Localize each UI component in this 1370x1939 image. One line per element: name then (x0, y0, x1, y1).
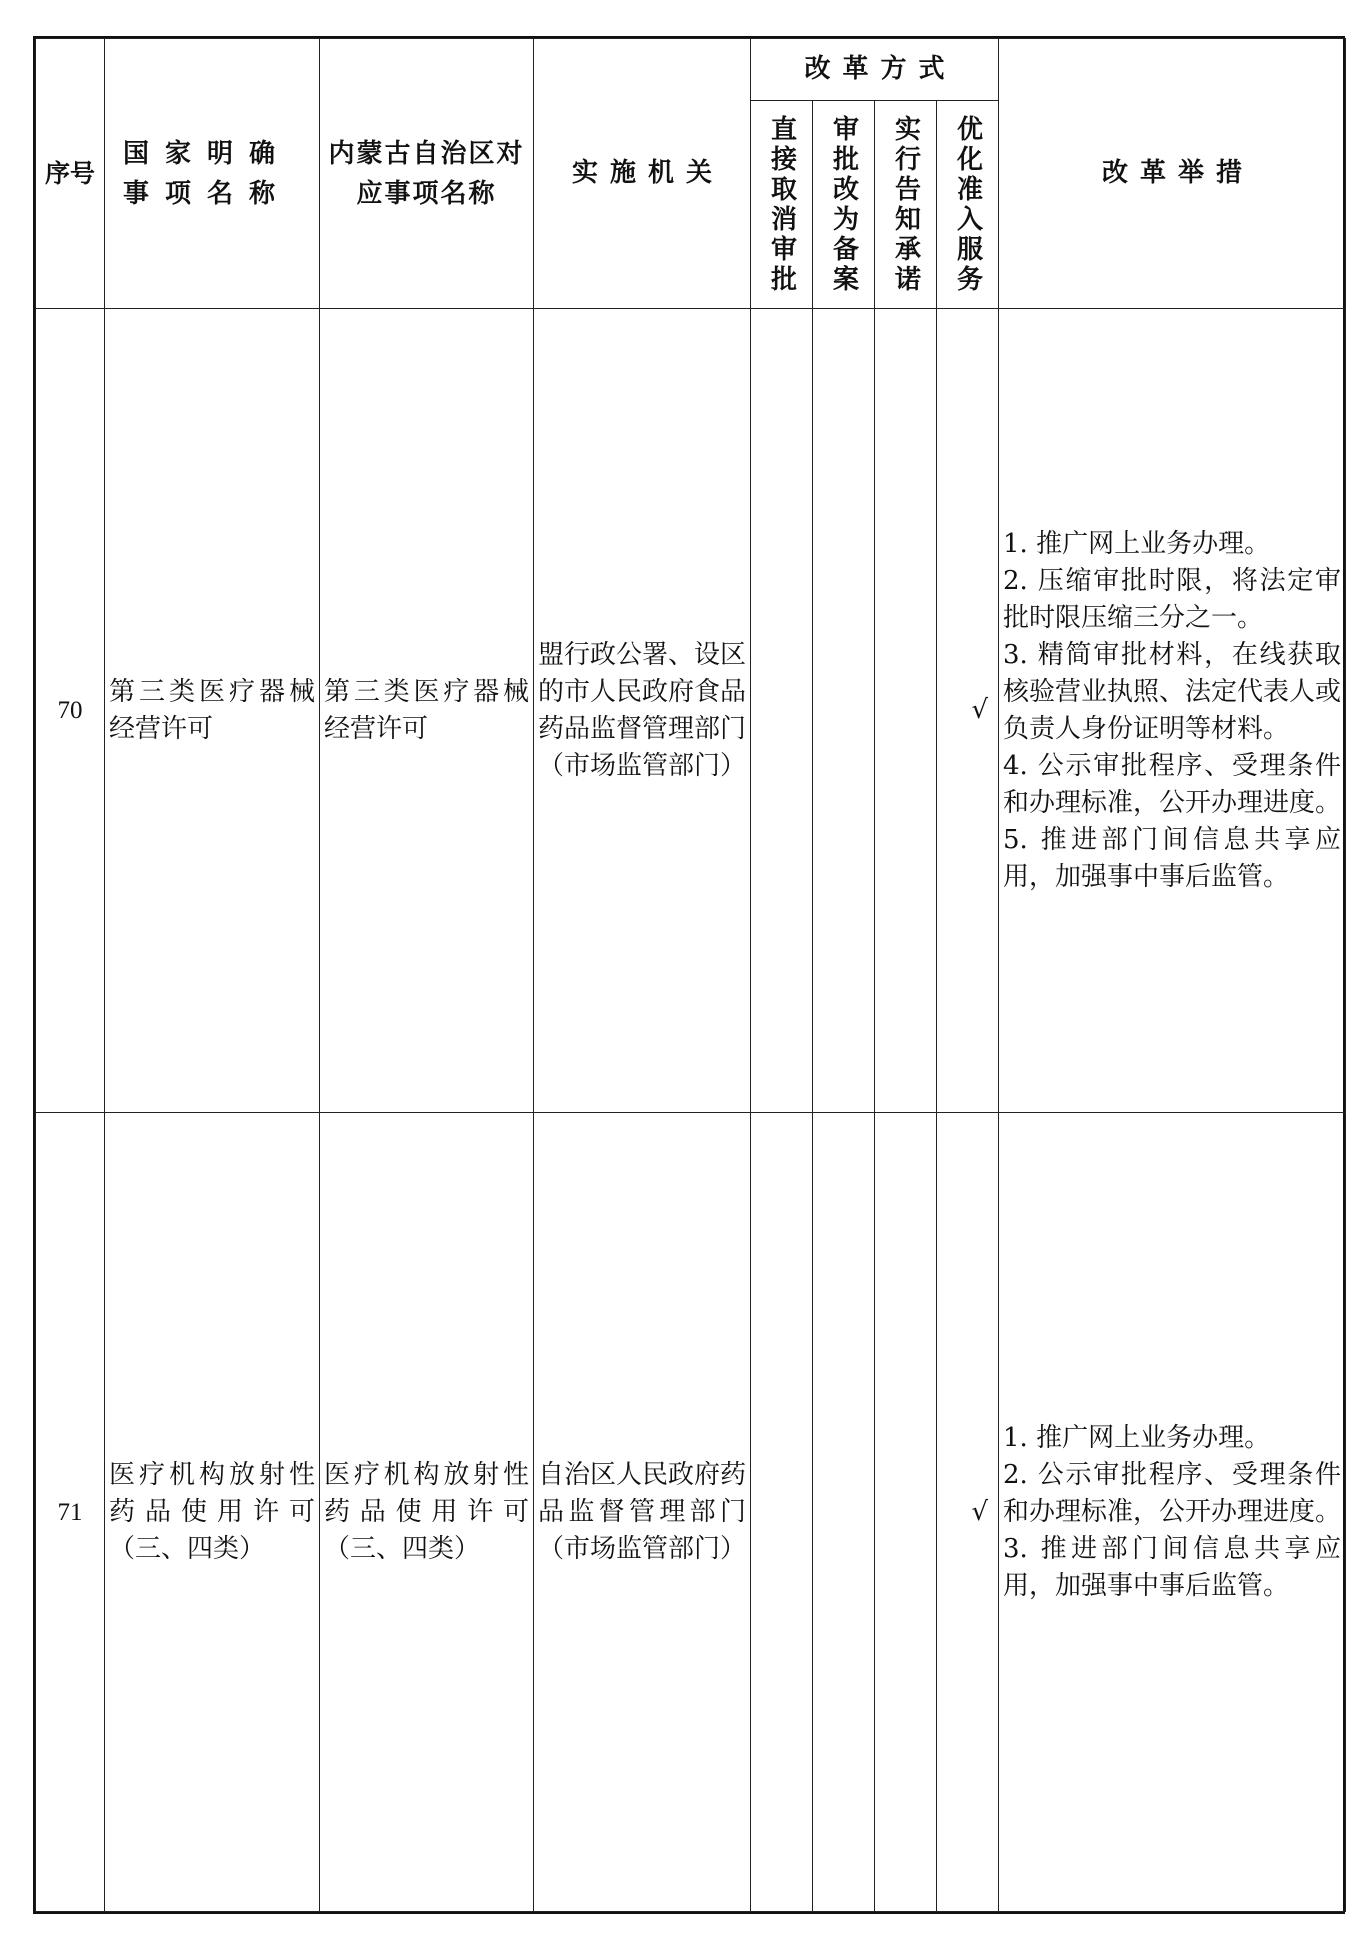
header-method-optimize (937, 101, 999, 309)
table-row (36, 1113, 1346, 1912)
row-method-filing (813, 1113, 875, 1912)
measure-item: 1. 推广网上业务办理。 (1003, 1422, 1271, 1453)
row-agency: 自治区人民政府药品监督管理部门（市场监管部门） (534, 1113, 751, 1912)
header-measures: 改革举措 (999, 39, 1346, 309)
row-method-notify (875, 1113, 937, 1912)
row-method-notify (875, 309, 937, 1113)
row-seq: 70 (36, 309, 105, 1113)
row-method-cancel (751, 309, 813, 1113)
row-measures (999, 309, 1346, 1113)
header-method-filing (813, 101, 875, 309)
measure-item: 1. 推广网上业务办理。 (1003, 528, 1271, 559)
measure-item: 3. 精简审批材料，在线获取核验营业执照、法定代表人或负责人身份证明等材料。 (1003, 639, 1342, 744)
row-method-filing (813, 309, 875, 1113)
reform-table (35, 38, 1346, 1912)
row-seq: 71 (36, 1113, 105, 1912)
header-agency: 实施机关 (534, 39, 751, 309)
header-method-filing-text: 审批改为备案 (828, 114, 859, 295)
row-method-cancel (751, 1113, 813, 1912)
header-method-cancel (751, 101, 813, 309)
header-method-notify (875, 101, 937, 309)
header-method-notify-text: 实行告知承诺 (890, 114, 921, 295)
header-region-name: 内蒙古自治区对应事项名称 (320, 39, 534, 309)
measure-item: 4. 公示审批程序、受理条件和办理标准，公开办理进度。 (1003, 750, 1342, 818)
row-national-name: 第三类医疗器械经营许可 (105, 309, 320, 1113)
table-row (36, 309, 1346, 1113)
measure-item: 2. 公示审批程序、受理条件和办理标准，公开办理进度。 (1003, 1459, 1342, 1527)
header-method-optimize-text: 优化准入服务 (952, 114, 983, 295)
row-agency: 盟行政公署、设区的市人民政府食品药品监督管理部门（市场监管部门） (534, 309, 751, 1113)
header-national-name: 国家明确事项名称 (105, 39, 320, 309)
approval-reform-table-page (33, 36, 1345, 1914)
measure-item: 3. 推进部门间信息共享应用，加强事中事后监管。 (1003, 1533, 1342, 1601)
row-measures (999, 1113, 1346, 1912)
header-seq: 序号 (36, 39, 105, 309)
row-region-name: 第三类医疗器械经营许可 (320, 309, 534, 1113)
row-method-optimize-check: √ (937, 309, 999, 1113)
row-region-name: 医疗机构放射性药品使用许可（三、四类） (320, 1113, 534, 1912)
header-method-cancel-text: 直接取消审批 (766, 114, 797, 295)
row-national-name: 医疗机构放射性药品使用许可（三、四类） (105, 1113, 320, 1912)
measure-item: 5. 推进部门间信息共享应用，加强事中事后监管。 (1003, 824, 1342, 892)
row-method-optimize-check: √ (937, 1113, 999, 1912)
header-reform-methods: 改革方式 (751, 39, 999, 101)
measure-item: 2. 压缩审批时限，将法定审批时限压缩三分之一。 (1003, 565, 1342, 633)
